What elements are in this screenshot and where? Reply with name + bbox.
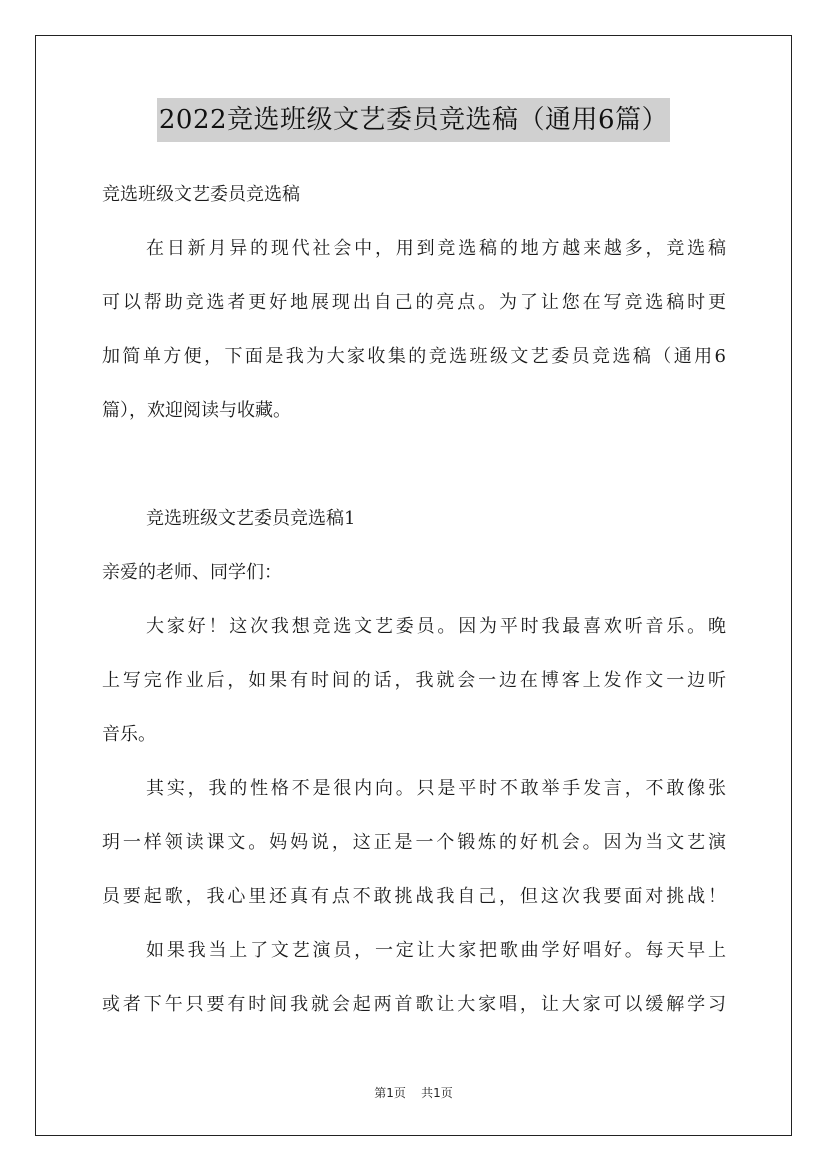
paragraph-line: 在日新月异的现代社会中，用到竞选稿的地方越来越多，竞选稿 xyxy=(146,238,726,259)
paragraph-line: 如果我当上了文艺演员，一定让大家把歌曲学好唱好。每天早上 xyxy=(146,940,726,961)
paragraph-line: 音乐。 xyxy=(102,724,156,745)
paragraph-line: 玥一样领读课文。妈妈说，这正是一个锻炼的好机会。因为当文艺演 xyxy=(102,832,726,853)
subtitle-line: 竞选班级文艺委员竞选稿 xyxy=(102,184,300,205)
paragraph-line: 员要起歌，我心里还真有点不敢挑战我自己，但这次我要面对挑战！ xyxy=(102,886,726,907)
section-heading: 竞选班级文艺委员竞选稿1 xyxy=(146,508,356,529)
page-number: 第1页 xyxy=(374,1086,406,1100)
paragraph-line: 篇），欢迎阅读与收藏。 xyxy=(102,400,291,421)
paragraph-line: 或者下午只要有时间我就会起两首歌让大家唱，让大家可以缓解学习 xyxy=(102,994,726,1015)
salutation: 亲爱的老师、同学们： xyxy=(102,562,282,583)
title-container xyxy=(0,98,827,142)
paragraph-line: 加简单方便，下面是我为大家收集的竞选班级文艺委员竞选稿（通用6 xyxy=(102,346,726,367)
document-title: 2022竞选班级文艺委员竞选稿（通用6篇） xyxy=(157,98,670,142)
paragraph-line: 可以帮助竞选者更好地展现出自己的亮点。为了让您在写竞选稿时更 xyxy=(102,292,726,313)
page-footer xyxy=(0,1084,827,1101)
page-total: 共1页 xyxy=(421,1086,453,1100)
paragraph-line: 上写完作业后，如果有时间的话，我就会一边在博客上发作文一边听 xyxy=(102,670,726,691)
paragraph-line: 大家好！这次我想竞选文艺委员。因为平时我最喜欢听音乐。晚 xyxy=(146,616,726,637)
paragraph-line: 其实，我的性格不是很内向。只是平时不敢举手发言，不敢像张 xyxy=(146,778,726,799)
